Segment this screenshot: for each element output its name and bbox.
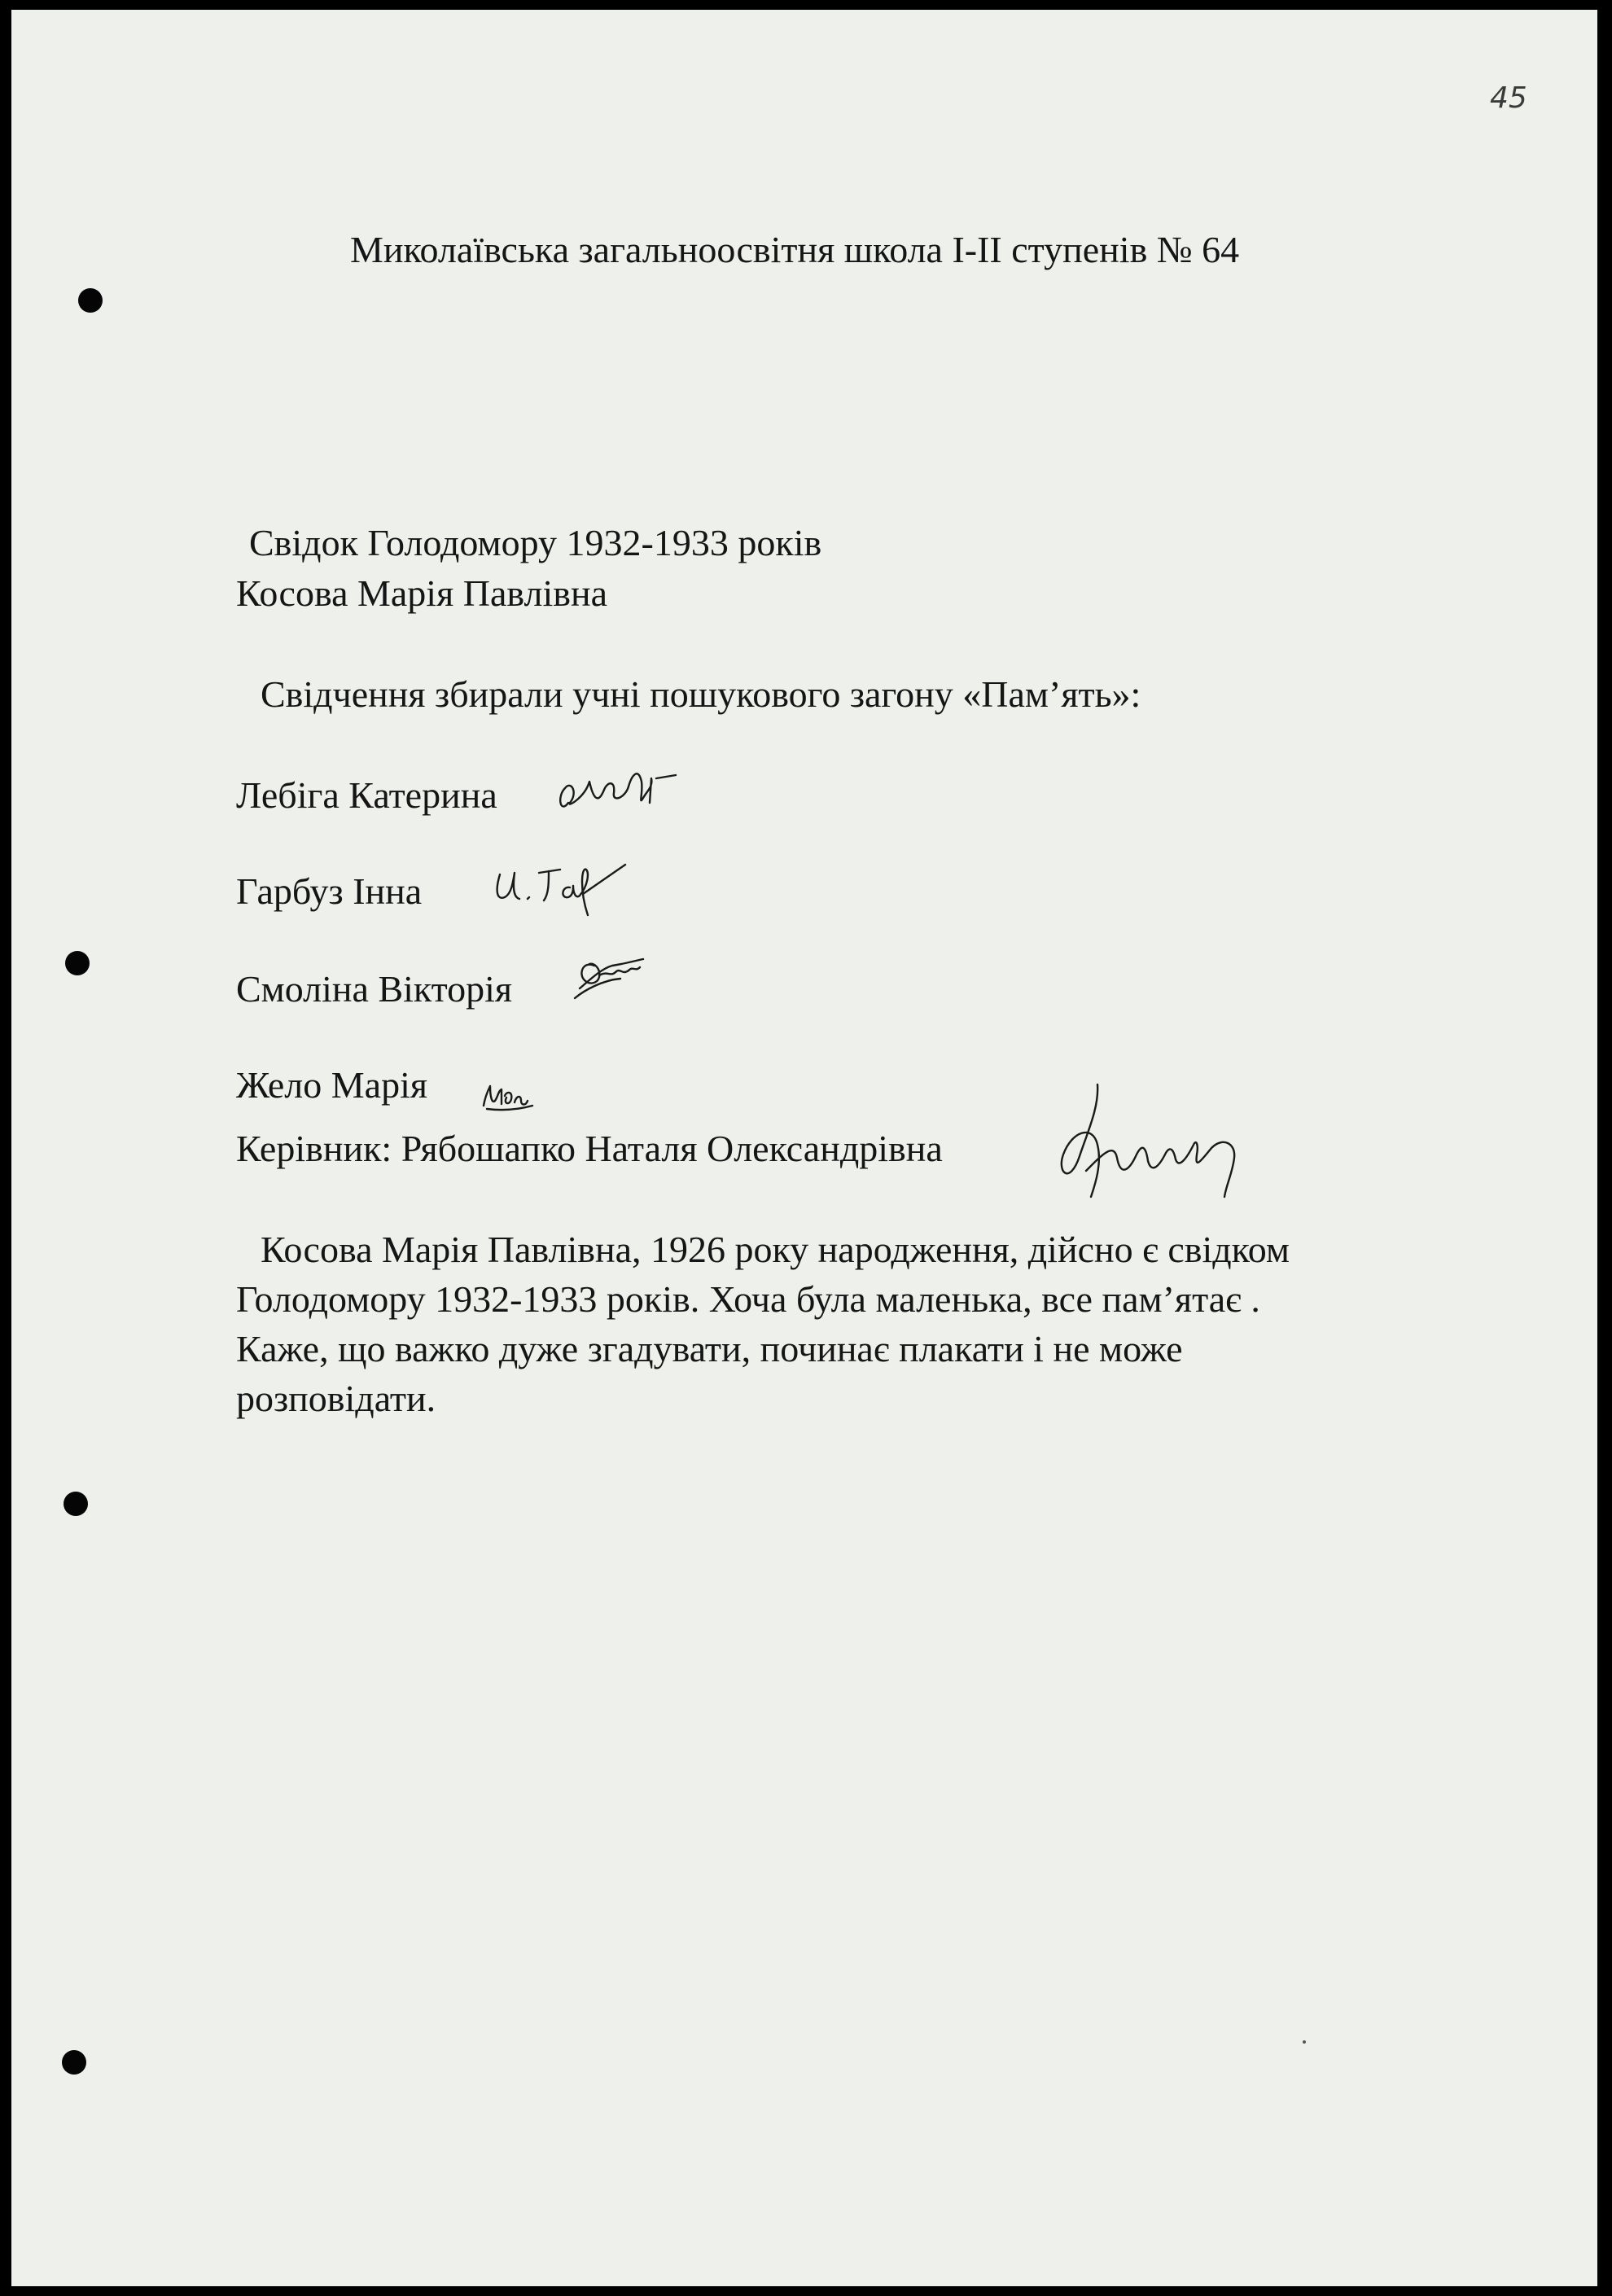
student-name-garbuz: Гарбуз Інна — [236, 870, 423, 912]
student-name-lebiga: Лебіга Катерина — [236, 774, 497, 816]
signature-garbuz — [492, 858, 646, 931]
witness-name: Косова Марія Павлівна — [236, 572, 607, 614]
document-page — [11, 10, 1597, 2286]
punch-hole — [62, 2050, 86, 2075]
testimony-paragraph — [236, 1225, 1490, 1423]
student-name-smolina: Смоліна Вікторія — [236, 968, 513, 1010]
supervisor: Керівник: Рябошапко Наталя Олександрівна — [236, 1128, 943, 1169]
paragraph-line: Каже, що важко дуже згадувати, починає плакати і не може — [236, 1328, 1183, 1369]
collectors-intro: Свідчення збирали учні пошукового загону «Пам’ять»: — [261, 673, 1141, 715]
signature-lebiga — [557, 757, 703, 822]
punch-hole — [65, 951, 90, 975]
paper-speck — [1303, 2040, 1306, 2044]
signature-smolina — [570, 948, 648, 1013]
student-name-zhelo: Жело Марія — [236, 1064, 428, 1106]
school-header: Миколаївська загальноосвітня школа І-ІІ ступенів № 64 — [350, 229, 1240, 270]
punch-hole — [78, 288, 103, 313]
punch-hole — [64, 1492, 88, 1516]
paragraph-line: розповідати. — [236, 1378, 436, 1419]
witness-title: Свідок Голодомору 1932-1933 років — [249, 522, 822, 563]
signature-zhelo — [480, 1081, 537, 1115]
paragraph-line: Косова Марія Павлівна, 1926 року народження, дійсно є свідком — [261, 1229, 1290, 1270]
page-number: 45 — [1490, 81, 1527, 115]
paragraph-line: Голодомору 1932-1933 років. Хоча була маленька, все пам’ятає . — [236, 1278, 1260, 1320]
signature-supervisor — [1052, 1067, 1280, 1221]
